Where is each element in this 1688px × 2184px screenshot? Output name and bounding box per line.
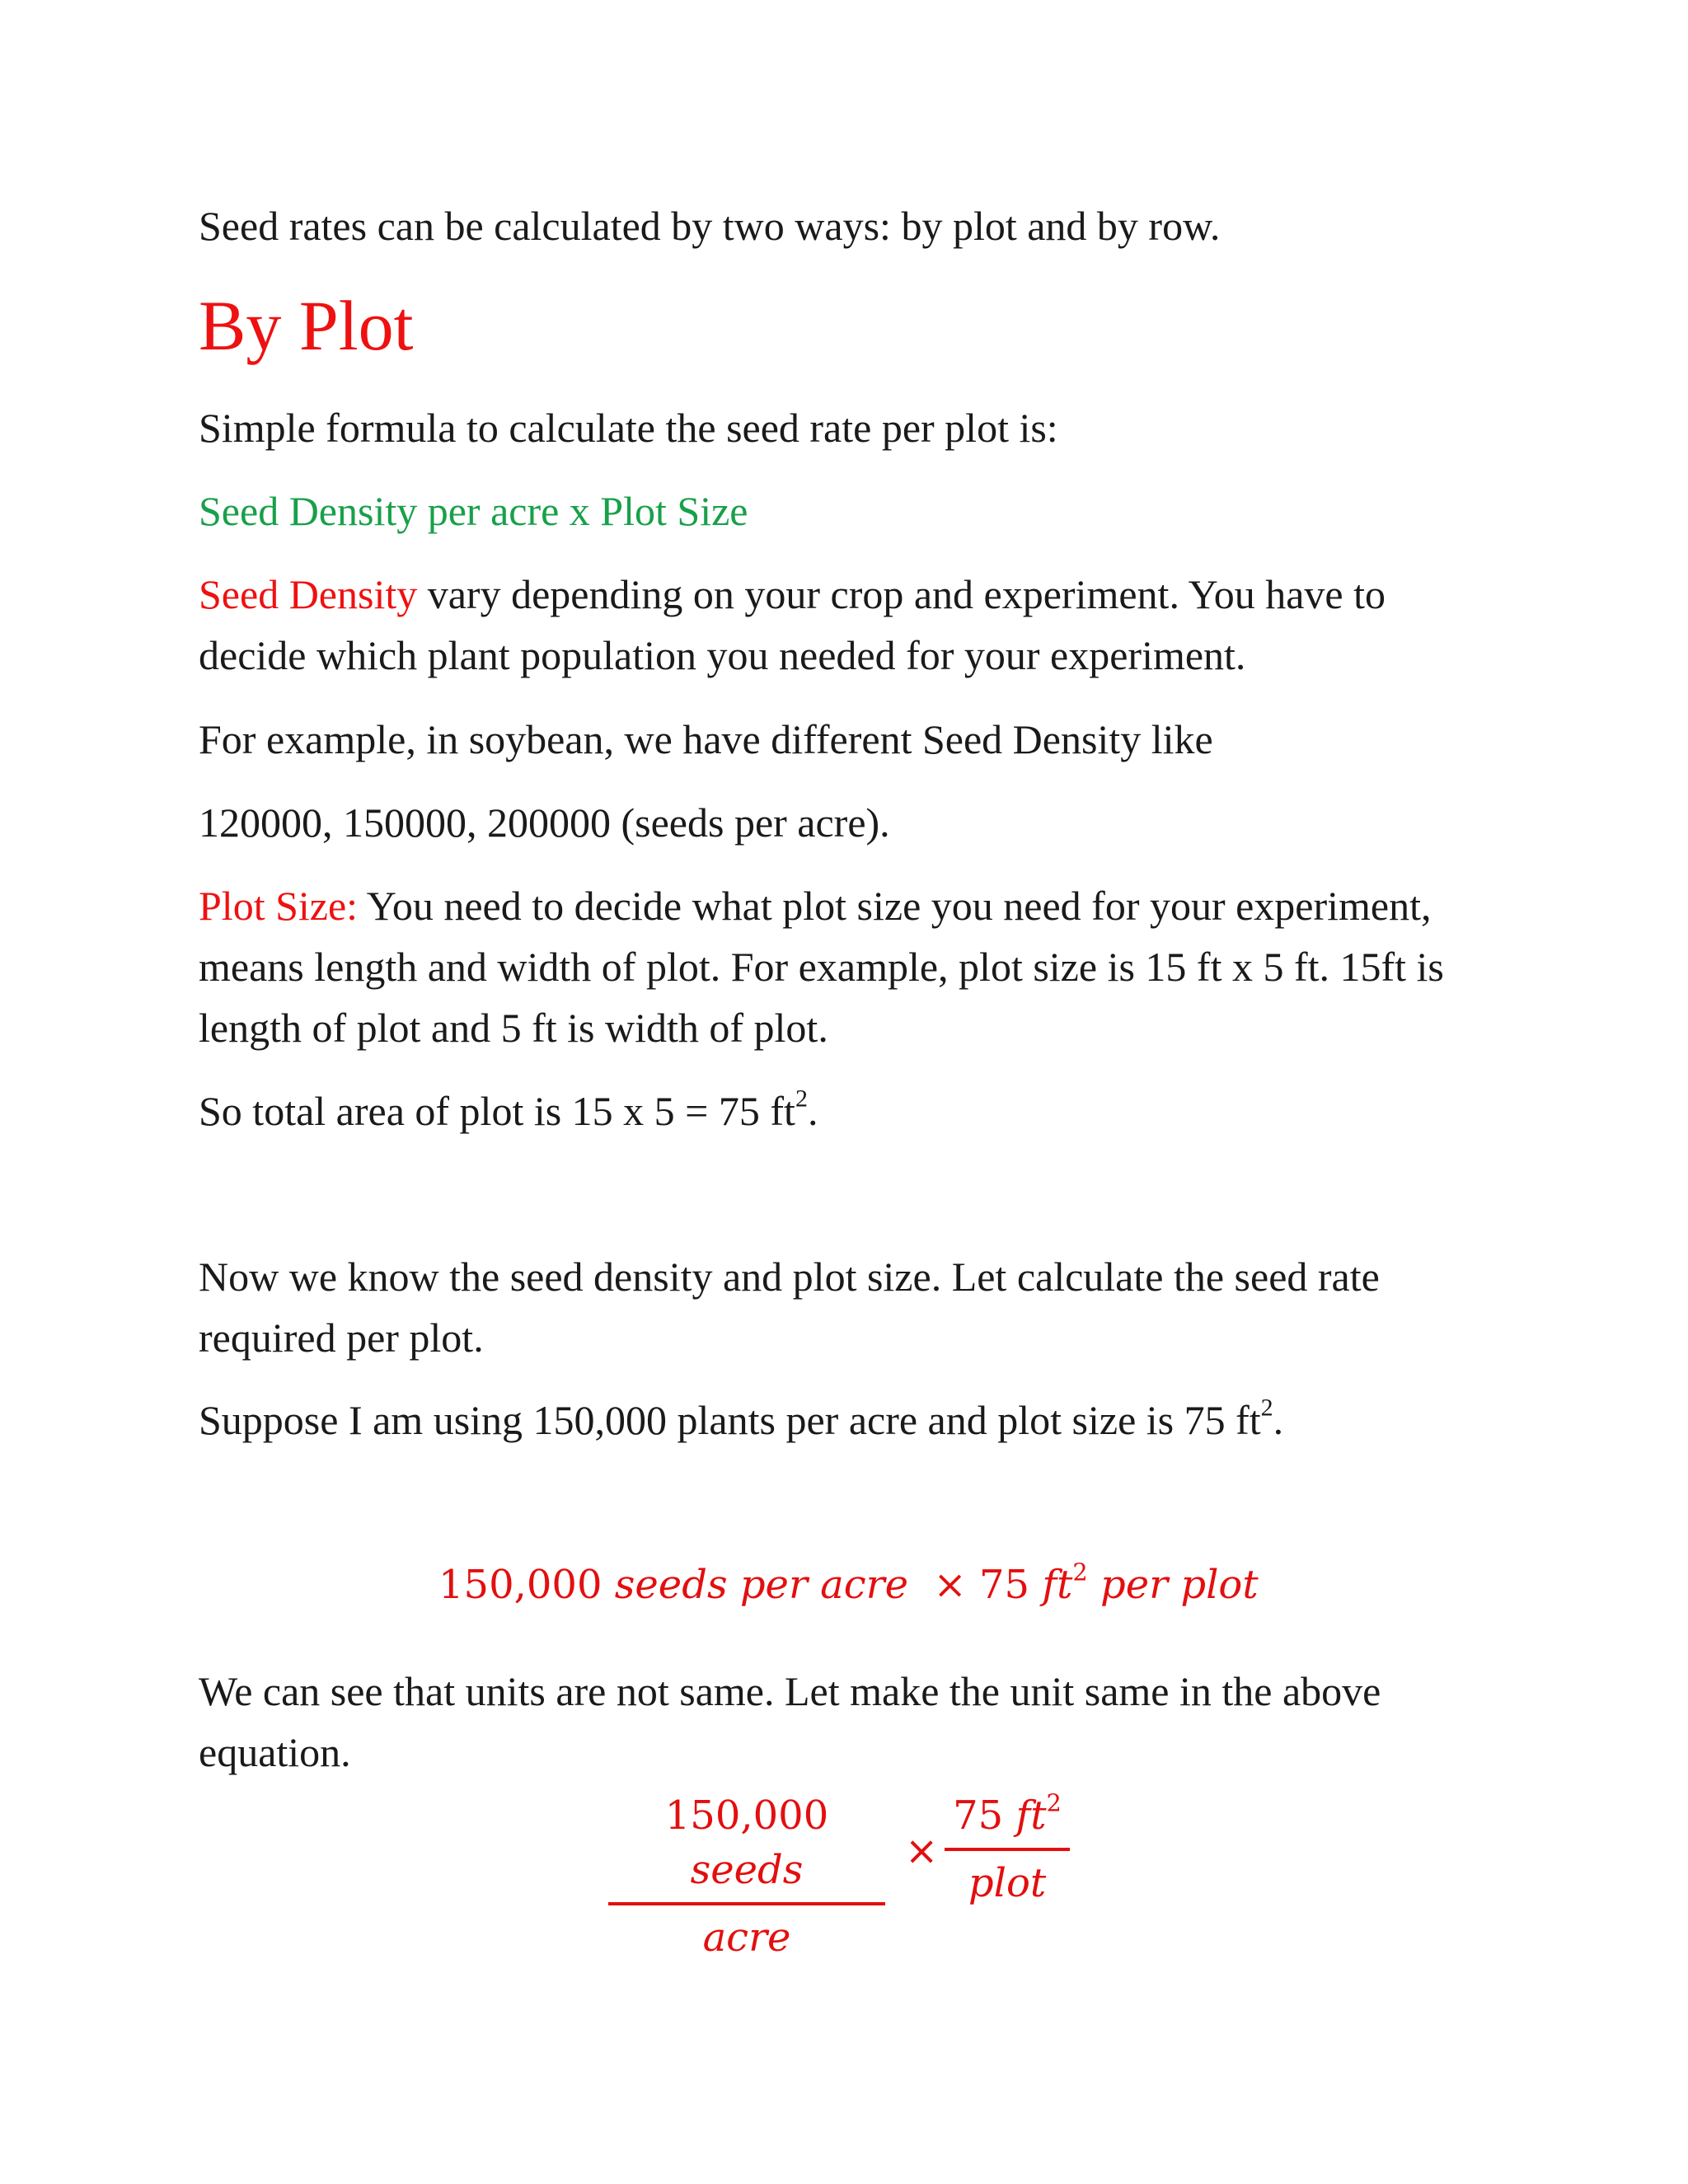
section-heading: By Plot bbox=[199, 286, 414, 365]
now-know-paragraph bbox=[199, 1246, 1501, 1368]
fraction-right-bar bbox=[945, 1848, 1070, 1851]
example-line-2 bbox=[199, 792, 1501, 853]
units-note-paragraph bbox=[199, 1661, 1501, 1783]
fraction-left-bar bbox=[608, 1902, 885, 1905]
formula-intro bbox=[199, 397, 1501, 458]
fraction-left bbox=[608, 1788, 885, 1965]
plot-size-text: You need to decide what plot size you need for your experiment, means length and width of plot. For example, plot size is 15 ft x 5 ft. 15ft is length of plot and 5 ft is width of plot. bbox=[199, 883, 1444, 1051]
fraction-right-denominator: plot bbox=[968, 1860, 1047, 1906]
example-line-1 bbox=[199, 709, 1501, 770]
suppose-line bbox=[199, 1390, 1501, 1451]
fraction-left-numerator bbox=[608, 1788, 885, 1897]
fraction-left-denominator: acre bbox=[702, 1915, 791, 1961]
fraction-right-numerator bbox=[945, 1788, 1070, 1843]
fraction-right-unit: ft bbox=[1015, 1793, 1047, 1839]
intro-paragraph bbox=[199, 195, 1501, 256]
eq1-area-exponent: 2 bbox=[1072, 1558, 1088, 1586]
fraction-right-value: 75 bbox=[953, 1793, 1004, 1839]
formula-text: Seed Density per acre x Plot Size bbox=[199, 488, 748, 534]
equation-1 bbox=[438, 1558, 1259, 1608]
seed-density-term: Seed Density bbox=[199, 571, 418, 617]
eq1-area-unit: ft bbox=[1042, 1562, 1073, 1608]
plot-size-term: Plot Size: bbox=[199, 883, 359, 929]
eq1-seed-value: 150,000 bbox=[438, 1562, 603, 1608]
formula-line bbox=[199, 480, 1501, 541]
area-superscript: 2 bbox=[795, 1085, 808, 1113]
fraction-left-value: 150,000 bbox=[664, 1793, 829, 1839]
intro-text: Seed rates can be calculated by two ways: by plot and by row. bbox=[199, 203, 1221, 249]
seed-density-text: vary depending on your crop and experiment. You have to decide which plant population you needed for your experiment. bbox=[199, 571, 1386, 678]
eq1-plot-unit: per plot bbox=[1100, 1562, 1259, 1608]
area-line bbox=[199, 1080, 1501, 1141]
plot-size-paragraph bbox=[199, 875, 1501, 1058]
suppose-period: . bbox=[1273, 1397, 1284, 1443]
example-text-1: For example, in soybean, we have different Seed Density like bbox=[199, 716, 1213, 762]
fraction-left-unit: seeds bbox=[690, 1847, 804, 1893]
units-note-text: We can see that units are not same. Let make the unit same in the above equation. bbox=[199, 1668, 1381, 1775]
eq2-times-sign: × bbox=[905, 1828, 939, 1874]
now-know-text: Now we know the seed density and plot size. Let calculate the seed rate required per plot. bbox=[199, 1254, 1380, 1361]
area-text: So total area of plot is 15 x 5 = 75 ft bbox=[199, 1088, 795, 1134]
eq1-area-value: 75 bbox=[979, 1562, 1030, 1608]
suppose-superscript: 2 bbox=[1260, 1394, 1273, 1422]
formula-intro-text: Simple formula to calculate the seed rate per plot is: bbox=[199, 405, 1058, 451]
fraction-right bbox=[945, 1788, 1070, 1910]
eq1-seed-unit: seeds per acre bbox=[614, 1562, 909, 1608]
seed-density-paragraph bbox=[199, 564, 1501, 686]
fraction-right-exponent: 2 bbox=[1046, 1788, 1062, 1817]
suppose-text: Suppose I am using 150,000 plants per acre and plot size is 75 ft bbox=[199, 1397, 1261, 1443]
eq1-times-sign: × bbox=[933, 1562, 967, 1608]
example-text-2: 120000, 150000, 200000 (seeds per acre). bbox=[199, 799, 890, 846]
area-period: . bbox=[807, 1088, 818, 1134]
